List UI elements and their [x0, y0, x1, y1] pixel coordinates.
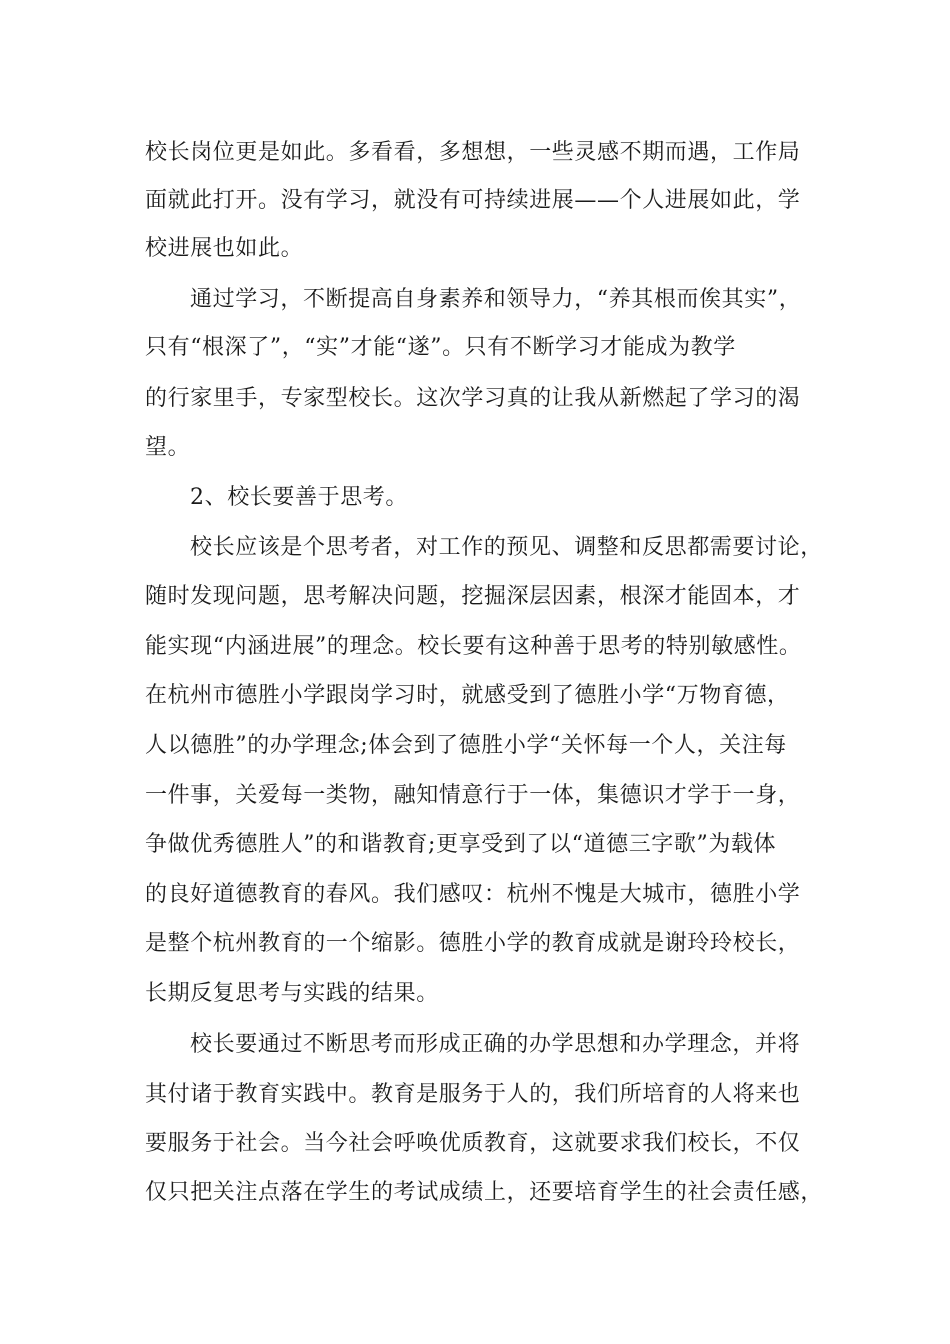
section-heading: 2、校长要善于思考。 [190, 485, 408, 510]
text-line: 望。 [145, 435, 191, 460]
text-line: 是整个杭州教育的一个缩影。德胜小学的教育成就是谢玲玲校长， [145, 931, 801, 956]
text-line: 一件事，关爱每一类物，融知情意行于一体，集德识才学于一身， [145, 783, 801, 808]
text-line: 校进展也如此。 [145, 236, 304, 261]
text-line: 校长岗位更是如此。多看看，多想想，一些灵感不期而遇，工作局 [145, 140, 801, 165]
text-line: 其付诸于教育实践中。教育是服务于人的，我们所培育的人将来也 [145, 1082, 801, 1107]
text-line: 随时发现问题，思考解决问题，挖掘深层因素，根深才能固本，才 [145, 584, 801, 609]
text-line: 要服务于社会。当今社会呼唤优质教育，这就要求我们校长，不仅 [145, 1131, 801, 1156]
text-line: 的良好道德教育的春风。我们感叹：杭州不愧是大城市，德胜小学 [145, 882, 801, 907]
text-line: 仅只把关注点落在学生的考试成绩上，还要培育学生的社会责任感， [145, 1180, 824, 1205]
text-line: 面就此打开。没有学习，就没有可持续进展——个人进展如此，学 [145, 188, 801, 213]
text-line: 只有“根深了”，“实”才能“遂”。只有不断学习才能成为教学 [145, 335, 736, 360]
paragraph-start-line: 校长应该是个思考者，对工作的预见、调整和反思都需要讨论， [190, 535, 823, 560]
text-line: 长期反复思考与实践的结果。 [145, 981, 439, 1006]
paragraph-start-line: 通过学习，不断提高自身素养和领导力，“养其根而俟其实”， [190, 287, 802, 312]
text-line: 能实现“内涵进展”的理念。校长要有这种善于思考的特别敏感性。 [145, 634, 802, 659]
text-line: 在杭州市德胜小学跟岗学习时，就感受到了德胜小学“万物育德， [145, 683, 790, 708]
text-line: 的行家里手，专家型校长。这次学习真的让我从新燃起了学习的渴 [145, 386, 801, 411]
text-line: 人以德胜”的办学理念;体会到了德胜小学“关怀每一个人，关注每 [145, 733, 787, 758]
paragraph-start-line: 校长要通过不断思考而形成正确的办学思想和办学理念，并将 [190, 1032, 801, 1057]
text-line: 争做优秀德胜人”的和谐教育;更享受到了以“道德三字歌”为载体 [145, 832, 777, 857]
